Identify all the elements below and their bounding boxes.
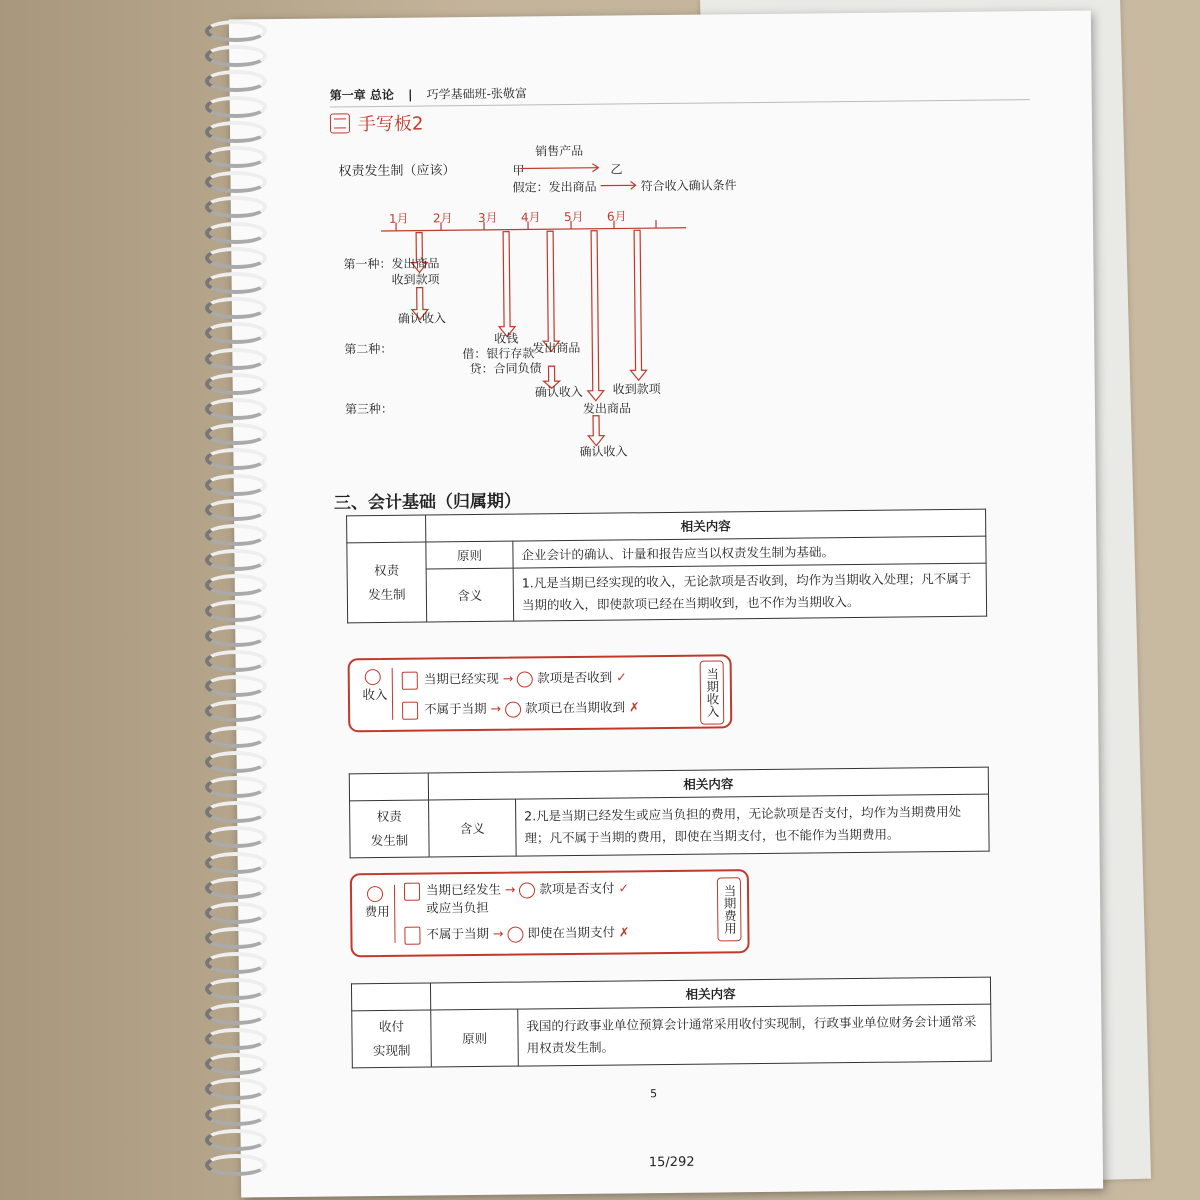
spiral-coil <box>205 348 267 370</box>
spiral-coil <box>205 600 267 622</box>
spiral-coil <box>205 297 267 319</box>
spiral-coil <box>205 1003 267 1025</box>
page-number: 5 <box>650 1087 658 1101</box>
month-6: 6月 <box>606 209 627 224</box>
table-cash-basis <box>351 977 992 1069</box>
table2-row-label-2: 发生制 <box>370 832 409 849</box>
clipboard-icon <box>402 671 418 689</box>
spiral-coil <box>205 70 267 92</box>
case2-debit: 借：银行存款 <box>462 346 535 362</box>
case3-arrow2 <box>588 416 604 446</box>
spiral-coil <box>205 121 267 143</box>
table1-principle-text: 企业会计的确认、计量和报告应当以权责发生制为基础。 <box>513 536 986 568</box>
spiral-coil <box>205 625 267 647</box>
coin-stack-icon <box>365 668 381 684</box>
case2-collect: 收钱 <box>494 331 519 346</box>
case2-arrow2 <box>542 231 559 351</box>
pdf-page-counter: 15/292 <box>648 1154 695 1171</box>
case2-arrow1 <box>498 232 515 337</box>
spiral-coil <box>205 978 267 1000</box>
table1-principle-label: 原则 <box>426 541 513 569</box>
table3-principle-text: 我国的行政事业单位预算会计通常采用收付实现制，行政事业单位财务会计通常采用权责发生制。 <box>518 1004 992 1066</box>
spiral-coil <box>205 1129 267 1151</box>
spiral-coil <box>205 423 267 445</box>
revenue-flow-box <box>348 654 733 732</box>
table-accrual-expense <box>349 767 990 859</box>
money-bag-icon <box>505 701 521 717</box>
case1-confirm: 确认收入 <box>397 311 447 326</box>
meets-text: 符合收入确认条件 <box>640 178 737 194</box>
month-3: 3月 <box>477 210 498 225</box>
revenue-flow-row2: 不属于当期 → 款项已在当期收到 ✗ <box>402 697 640 719</box>
chapter-title: 第一章 总论 <box>329 87 394 103</box>
table3-principle-label: 原则 <box>431 1009 519 1067</box>
table3-row-label <box>352 1010 432 1068</box>
table2-meaning-text: 2.凡是当期已经发生或应当负担的费用，无论款项是否支付，均作为当期费用处理；凡不属于当期的费用，即使在当期支付，也不能作为当期费用。 <box>516 794 990 856</box>
table-accrual-revenue <box>346 509 987 624</box>
spiral-coil <box>205 499 267 521</box>
spiral-coil <box>205 1078 267 1100</box>
spiral-coil <box>205 650 267 672</box>
spiral-coil <box>205 1104 267 1126</box>
spiral-coil <box>205 171 267 193</box>
month-2: 2月 <box>432 211 453 226</box>
revenue-flow-category <box>358 668 394 720</box>
spiral-coil <box>205 1154 267 1176</box>
spiral-coil <box>205 222 267 244</box>
spiral-coil <box>205 1028 267 1050</box>
case3-confirm: 确认收入 <box>579 444 628 459</box>
table3-header: 相关内容 <box>430 977 990 1010</box>
spiral-binding <box>205 20 275 1180</box>
spiral-coil <box>205 726 267 748</box>
spiral-coil <box>205 247 267 269</box>
spiral-coil <box>205 96 267 118</box>
case3-ship: 发出商品 <box>582 401 632 416</box>
spiral-coil <box>205 272 267 294</box>
spiral-coil <box>205 549 267 571</box>
expense-flow-box <box>350 869 750 957</box>
spiral-coil <box>205 448 267 470</box>
document-x-icon <box>404 926 420 944</box>
spiral-coil <box>205 20 267 42</box>
party-b: 乙 <box>610 162 623 177</box>
revenue-flow-result: 当期收入 <box>700 660 725 724</box>
table1-meaning-text: 1.凡是当期已经实现的收入，无论款项是否收到，均作为当期收入处理；凡不属于当期的收入，即使款项已经在当期收到，也不作为当期收入。 <box>513 563 987 621</box>
month-1: 1月 <box>388 211 409 226</box>
sale-arrow <box>520 168 598 169</box>
money-bag-icon <box>519 882 535 898</box>
month-4: 4月 <box>520 210 541 225</box>
document-x-icon <box>402 701 418 719</box>
spiral-coil <box>205 801 267 823</box>
table1-row-label-1: 权责 <box>374 562 400 578</box>
notebook-page <box>229 11 1103 1198</box>
revenue-flow-row1: 当期已经实现 → 款项是否收到 ✓ <box>402 667 627 689</box>
spiral-coil <box>205 700 267 722</box>
table2-row-label <box>350 800 430 858</box>
table3-row-label-1: 收付 <box>378 1018 404 1035</box>
spiral-coil <box>205 952 267 974</box>
coin-stack-icon <box>367 885 383 901</box>
case3-arrow1 <box>586 231 604 401</box>
spiral-coil <box>205 45 267 67</box>
spiral-coil <box>205 852 267 874</box>
basis-label: 权责发生制（应该） <box>338 163 456 180</box>
header-separator: | <box>407 87 413 102</box>
table3-row-label-2: 实现制 <box>372 1042 411 1059</box>
expense-flow-row1: 当期已经发生 → 款项是否支付 ✓ <box>404 878 629 900</box>
month-5: 5月 <box>563 209 584 225</box>
case2-arrow4 <box>629 230 647 380</box>
spiral-coil <box>205 826 267 848</box>
revenue-category-label: 收入 <box>362 686 388 702</box>
spiral-coil <box>205 322 267 344</box>
spiral-coil <box>205 1053 267 1075</box>
spiral-coil <box>205 146 267 168</box>
spiral-coil <box>205 927 267 949</box>
spiral-coil <box>205 196 267 218</box>
spiral-coil <box>205 902 267 924</box>
case2-ship: 发出商品 <box>532 340 581 356</box>
money-bag-icon <box>517 671 533 687</box>
expense-flow-category <box>360 885 396 943</box>
table1-meaning-label: 含义 <box>426 568 514 622</box>
table1-row-label <box>347 542 427 623</box>
spiral-coil <box>205 474 267 496</box>
handwriting-title-text: 手写板2 <box>357 113 424 136</box>
spiral-coil <box>205 574 267 596</box>
assume-text: 假定：发出商品 <box>512 179 597 195</box>
case3-label: 第三种： <box>344 401 394 417</box>
case2-confirm: 确认收入 <box>534 384 583 400</box>
spiral-coil <box>205 373 267 395</box>
table2-meaning-label: 含义 <box>429 799 517 857</box>
case2-credit: 贷：合同负债 <box>469 361 542 377</box>
spiral-coil <box>205 877 267 899</box>
money-bag-icon <box>507 926 523 942</box>
case1-ship: 发出商品 <box>391 256 440 271</box>
sale-text: 销售产品 <box>535 143 584 159</box>
party-a: 甲 <box>512 163 525 178</box>
spiral-coil <box>205 751 267 773</box>
section-title: 三、会计基础（归属期） <box>333 491 522 514</box>
clipboard-icon <box>404 882 420 900</box>
case1-label: 第一种： <box>343 256 392 272</box>
case1-receive: 收到款项 <box>391 272 440 287</box>
table1-row-label-2: 发生制 <box>368 586 406 602</box>
expense-flow-result: 当期费用 <box>717 877 742 941</box>
expense-category-label: 费用 <box>364 903 390 919</box>
table2-header: 相关内容 <box>428 767 988 800</box>
case2-receive: 收到款项 <box>612 382 661 397</box>
course-title: 巧学基础班-张敬富 <box>426 86 528 102</box>
table2-row-label-1: 权责 <box>376 808 402 825</box>
spiral-coil <box>205 776 267 798</box>
spiral-coil <box>205 524 267 546</box>
timeline-diagram <box>229 11 1096 490</box>
case2-label: 第二种： <box>344 341 393 357</box>
expense-flow-row2: 不属于当期 → 即使在当期支付 ✗ <box>404 922 629 944</box>
spiral-coil <box>205 675 267 697</box>
table1-header: 相关内容 <box>426 509 986 542</box>
expense-flow-row1-sub: 或应当负担 <box>426 899 489 916</box>
spiral-coil <box>205 398 267 420</box>
